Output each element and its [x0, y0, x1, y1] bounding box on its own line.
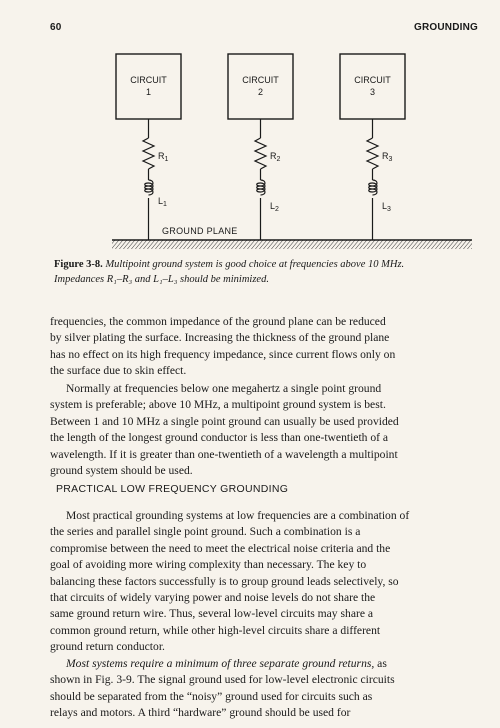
text-line: should be separated from the “noisy” ground used for circuits such as — [50, 689, 373, 703]
text-line: compromise between the need to meet the electrical noise criteria and the — [50, 541, 391, 555]
multipoint-ground-figure — [0, 0, 500, 260]
text-line: has no effect on its high frequency impedance, since current flows only on — [50, 347, 396, 361]
caption-line-1: Multipoint ground system is good choice at frequencies above 10 MHz. — [105, 259, 405, 270]
text-line: balancing these factors successfully is to group ground leads selectively, so — [50, 574, 399, 588]
text-line: Normally at frequencies below one megahertz a single point ground — [66, 382, 382, 395]
paragraph-2 — [50, 381, 478, 479]
ground-plane — [112, 240, 472, 249]
text-line: wavelength. If it is greater than one-twentieth of a wavelength a multipoint — [50, 447, 398, 461]
text-line — [50, 656, 478, 672]
text-line: common ground return, while other high-level circuits share a different — [50, 623, 381, 637]
figure-caption — [54, 257, 484, 287]
text-line: goal of avoiding more wiring complexity than necessary. The key to — [50, 558, 367, 572]
text-line: the series and parallel single point ground. Such a combination is a — [50, 525, 361, 539]
circuit-2-number: 2 — [257, 87, 264, 97]
running-head: GROUNDING — [413, 22, 478, 33]
circuit-3-label: CIRCUIT — [354, 75, 391, 85]
paragraph-1 — [50, 314, 478, 380]
text-line: the length of the longest ground conductor is less than one-twentieth of a — [50, 431, 389, 445]
inductor-3-symbol — [369, 180, 377, 195]
resistor-3-symbol — [367, 138, 378, 169]
text-line: frequencies, the common impedance of the ground plane can be reduced — [50, 315, 386, 328]
lead-rest: as — [374, 657, 387, 670]
circuit-2 — [228, 54, 293, 240]
text-line: shown in Fig. 3-9. The signal ground used for low-level electronic circuits — [50, 673, 395, 687]
text-line: Between 1 and 10 MHz a single point ground can usually be used provided — [50, 414, 399, 428]
resistor-2-label: $R_2$ — [270, 151, 281, 163]
resistor-3-label: $R_3$ — [382, 151, 393, 163]
text-line: relays and motors. A third “hardware” ground should be used for — [50, 706, 351, 720]
paragraph-3 — [50, 508, 478, 656]
text-line: same ground return wire. Thus, several low-level circuits may share a — [50, 607, 374, 621]
inductor-1-label: $L_1$ — [158, 196, 167, 208]
circuit-1 — [116, 54, 181, 240]
figure-label: Figure 3-8. — [54, 259, 103, 270]
inductor-1-symbol — [145, 180, 153, 195]
ground-plane-label: GROUND PLANE — [162, 226, 238, 236]
circuit-3-number: 3 — [369, 87, 376, 97]
resistor-1-symbol — [143, 138, 154, 169]
inductor-3-label: $L_3$ — [382, 201, 391, 213]
inductor-2-label: $L_2$ — [270, 201, 279, 213]
circuit-1-label: CIRCUIT — [130, 75, 167, 85]
text-line: ground system should be used. — [50, 464, 193, 478]
section-heading: PRACTICAL LOW FREQUENCY GROUNDING — [56, 483, 289, 495]
text-line: by silver plating the surface. Increasing the thickness of the ground plane — [50, 331, 390, 345]
text-line: the surface due to skin effect. — [50, 364, 187, 378]
text-line: Most practical grounding systems at low frequencies are a combination of — [66, 509, 410, 522]
text-line: system is preferable; above 10 MHz, a multipoint ground system is best. — [50, 398, 386, 412]
inductor-2-symbol — [257, 180, 265, 195]
caption-line-2: Impedances R₁–R₃ and L₁–L₃ should be minimized. — [54, 274, 269, 285]
resistor-2-symbol — [255, 138, 266, 169]
circuit-3 — [340, 54, 405, 240]
text-line: that circuits of widely varying power and noise levels do not share the — [50, 591, 376, 605]
emphasis-text: Most systems require a minimum of three separate ground returns, — [66, 657, 375, 670]
resistor-1-label: $R_1$ — [158, 151, 169, 163]
circuit-2-label: CIRCUIT — [242, 75, 279, 85]
page-number: 60 — [50, 22, 62, 33]
text-line: ground return conductor. — [50, 640, 165, 654]
paragraph-4 — [50, 656, 478, 722]
circuit-1-number: 1 — [145, 87, 152, 97]
